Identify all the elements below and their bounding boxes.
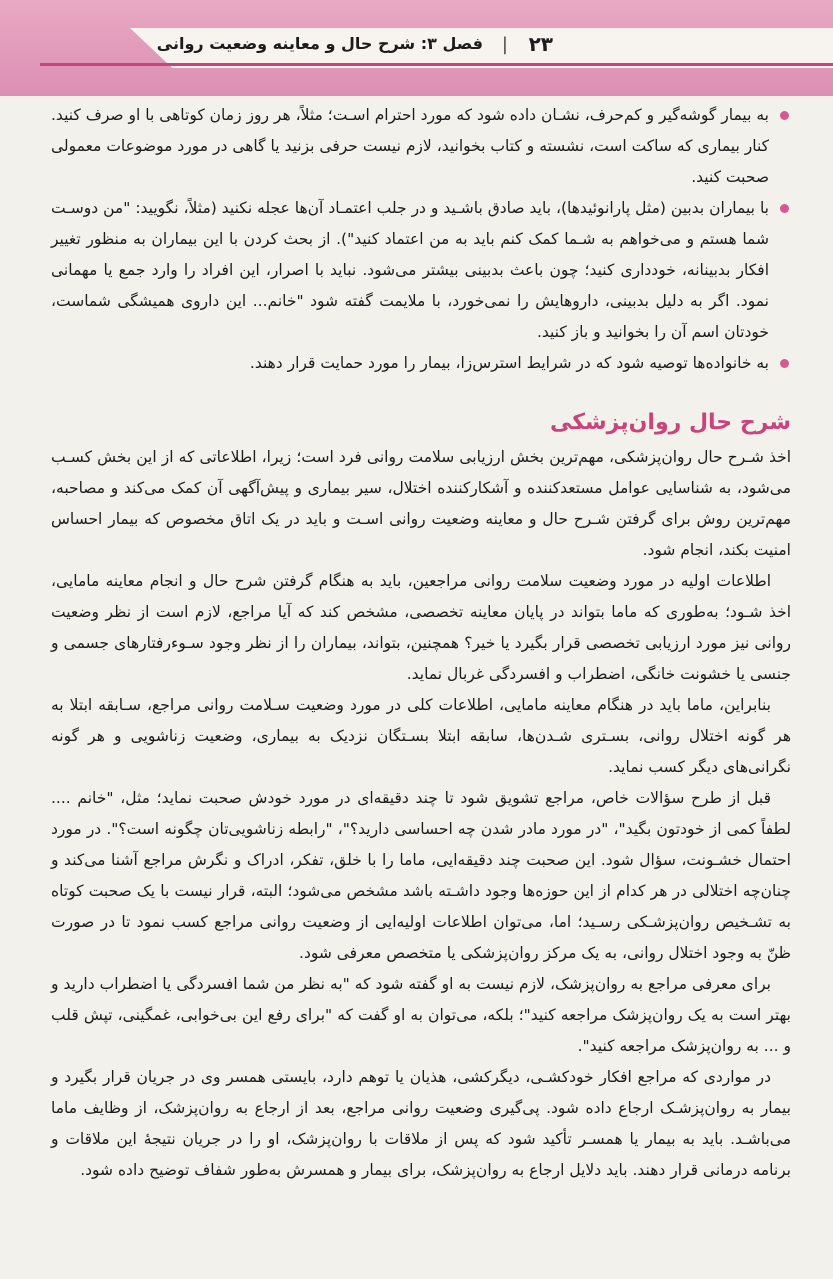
list-item [51,193,791,348]
chapter-title: فصل ۳: شرح حال و معاینه وضعیت روانی [156,34,483,53]
page-content [51,100,791,1186]
header-accent-line [40,63,833,66]
bullet-text: به خانواده‌ها توصیه شود که در شرایط استرس‌زا، بیمار را مورد حمایت قرار دهند. [249,354,769,372]
bullet-list [51,100,791,379]
bullet-text: به بیمار گوشه‌گیر و کم‌حرف، نشـان داده شود که مورد احترام اسـت؛ مثلاً، هر روز زمان کوتاهی با او صرف کنید. کنار بیماری که ساکت است، نشسته و کتاب بخوانید، لازم نیست حرفی بزنید یا گاهی در مورد موضوعات معمولی صحبت کنید. [51,106,769,186]
paragraph: اخذ شـرح حال روان‌پزشکی، مهم‌ترین بخش ارزیابی سلامت روانی فرد است؛ زیرا، اطلاعاتی که از این بخش کسـب می‌شود، به شناسایی عوامل مستعدکننده و آشکارکننده اختلال، سیر بیماری و پیش‌آگهی آن کمک می‌کند و مصاحبه، مهم‌ترین روش برای گرفتن شـرح حال و معاینه وضعیت روانی اسـت و باید در یک اتاق مخصوص که بیمار احساس امنیت بکند، انجام شود. [51,448,791,559]
header-separator: | [501,34,508,55]
paragraph: قبل از طرح سؤالات خاص، مراجع تشویق شود تا چند دقیقه‌ای در مورد خودش صحبت نماید؛ مثل، "خانم .... لطفاً کمی از خودتون بگید"، "در مورد مادر شدن چه احساسی دارید؟"، "رابطه زناشویی‌تان چگونه است؟". در مورد احتمال خشـونت، سؤال شود. این صحبت چند دقیقه‌ایی، ماما را با خلق، تفکر، ادراک و نگرش مراجع آشنا می‌کند و چنان‌چه اختلالی در هر کدام از این حوزه‌ها وجود داشـته باشد مشخص می‌شود؛ البته، قرار نیست با یک صحبت کوتاه به تشـخیص روان‌پزشـکی رسـید؛ اما، می‌توان اطلاعات اولیه‌ایی از وضعیت روانی مراجع کسب نمود تا در صورت ظنّ به وجود اختلال روانی، به یک مرکز روان‌پزشکی یا متخصص معرفی شود. [51,789,791,962]
bullet-icon [780,359,789,368]
bullet-text: با بیماران بدبین (مثل پارانوئیدها)، باید صادق باشـید و در جلب اعتمـاد آن‌ها عجله نکنید (مثلاً، نگویید: "من دوسـت شما هستم و می‌خواهم به شـما کمک کنم باید به من اعتماد کنید"). از بحث کردن با این بیماران به منظور تغییر افکار بدبینانه، خودداری کنید؛ چون باعث بدبینی بیشتر می‌شود. نباید با اصرار، این افراد را وارد جمع یا مهمانی نمود. اگر به دلیل بدبینی، داروهایش را نمی‌خورد، با ملایمت گفته شود "خانم... این داروی همیشگی شماست، خودتان اسم آن را بخوانید و باز کنید. [51,199,769,341]
list-item [51,100,791,193]
bullet-icon [780,204,789,213]
paragraph: در مواردی که مراجع افکار خودکشـی، دیگرکشی، هذیان یا توهم دارد، بایستی همسر وی در جریان قرار بگیرد و بیمار به روان‌پزشـک ارجاع داده شود. پی‌گیری وضعیت روانی مراجع، بعد از ارجاع به روان‌پزشک، از وظایف ماما می‌باشـد. باید به بیمار یا همسـر تأکید شود که پس از ملاقات با روان‌پزشک، او را در جریان نتیجهٔ این ملاقات و برنامه درمانی قرار دهند. باید دلایل ارجاع به روان‌پزشک، برای بیمار و همسرش به‌طور شفاف توضیح داده شود. [51,1068,791,1179]
section-heading: شرح حال روان‌پزشکی [550,410,791,435]
paragraph: اطلاعات اولیه در مورد وضعیت سلامت روانی مراجعین، باید به هنگام گرفتن شرح حال و انجام معاینه مامایی، اخذ شـود؛ به‌طوری که ماما بتواند در پایان معاینه تخصصی، مشخص کند که آیا مراجع، لازم است از نظر وضعیت روانی نیز مورد ارزیابی تخصصی قرار بگیرد یا خیر؟ همچنین، بتواند، بیماران را از نظر وجود سـوءرفتارهای جسمی و جنسی یا خشونت خانگی، اضطراب و افسردگی غربال نماید. [51,572,791,683]
bullet-icon [780,111,789,120]
paragraph: برای معرفی مراجع به روان‌پزشک، لازم نیست به او گفته شود که "به نظر من شما افسردگی یا اضطراب دارید و بهتر است به یک روان‌پزشک مراجعه کنید"؛ بلکه، می‌توان به او گفت که "برای رفع این بی‌خوابی، غمگینی، تپش قلب و ... به روان‌پزشک مراجعه کنید". [51,975,791,1055]
paragraph: بنابراین، ماما باید در هنگام معاینه مامایی، اطلاعات کلی در مورد وضعیت سـلامت روانی مراجع، سـابقه ابتلا به هر گونه اختلال روانی، بسـتری شـدن‌ها، سابقه ابتلا بسـتگان نزدیک به بیماری، وضعیت زناشویی و هر گونه نگرانی‌های دیگر کسب نماید. [51,696,791,776]
page-number: ۲۳ [528,32,553,56]
list-item [51,348,791,379]
